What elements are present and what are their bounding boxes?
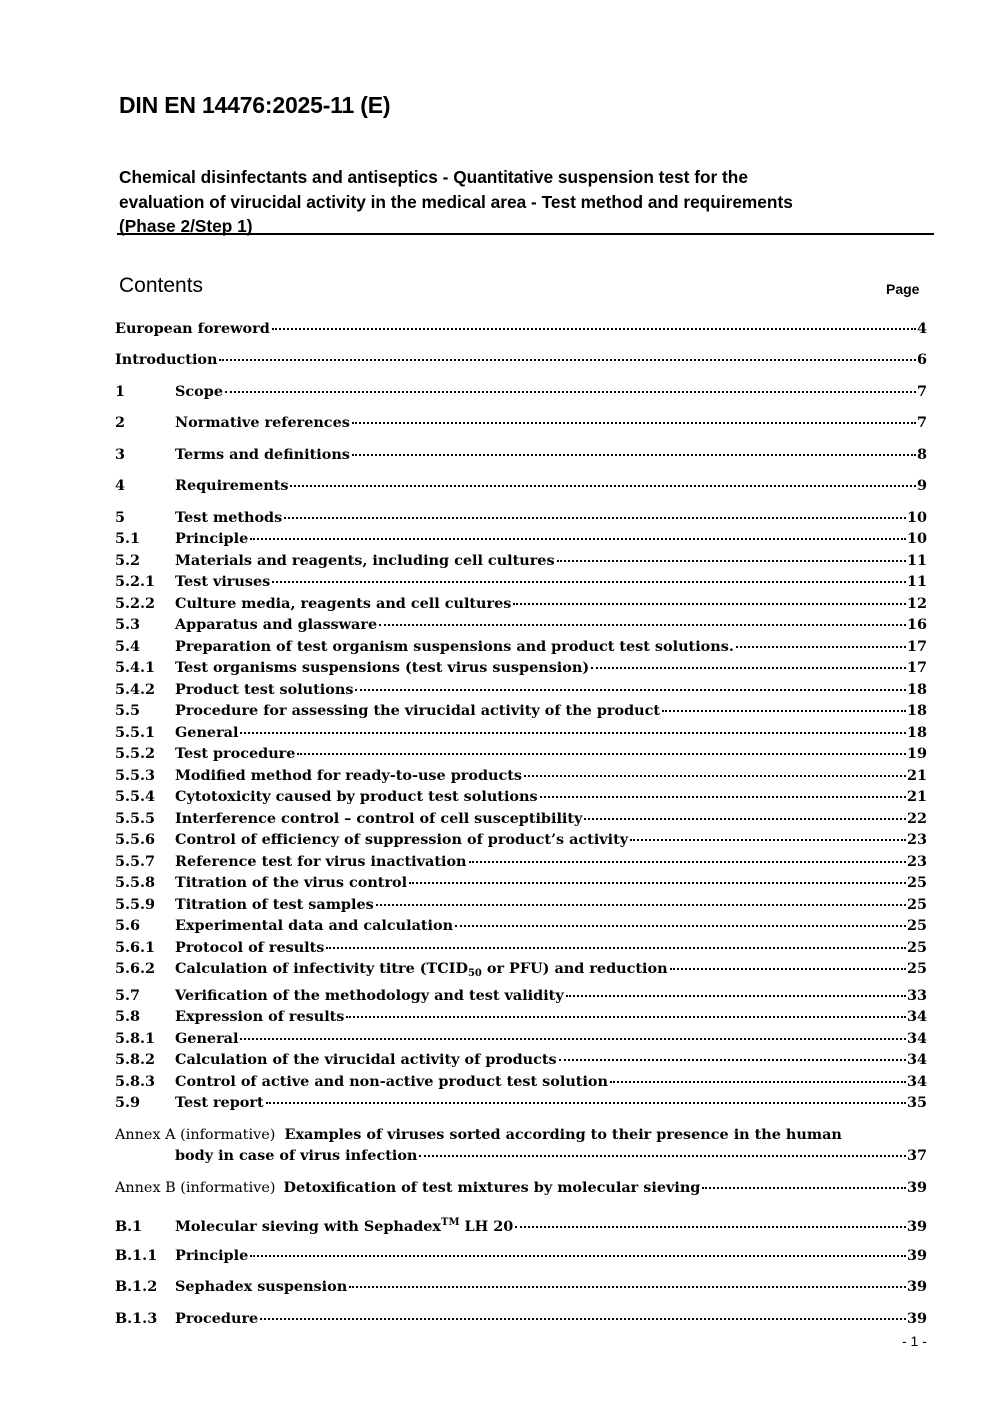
dot-leader — [352, 422, 916, 424]
toc-title: Scope — [175, 383, 223, 400]
toc-title: Principle — [175, 1247, 249, 1264]
toc-number: 5.8.3 — [115, 1073, 156, 1090]
toc-number: 5 — [115, 509, 126, 526]
toc-entry[interactable] — [115, 444, 927, 465]
toc-entry[interactable] — [115, 985, 927, 1006]
title-divider — [117, 233, 934, 235]
toc-entry[interactable] — [115, 765, 927, 786]
toc-page: 34 — [906, 1051, 927, 1068]
toc-page: 12 — [906, 595, 927, 612]
toc-title: Test procedure — [175, 745, 296, 762]
toc-title: Detoxification of test mixtures by molecular sieving — [283, 1179, 701, 1196]
toc-title: Requirements — [175, 477, 289, 494]
toc-entry[interactable] — [115, 550, 927, 571]
toc-title: Titration of the virus control — [175, 874, 408, 891]
toc-number: 5.8.1 — [115, 1030, 156, 1047]
toc-number: 5.5.5 — [115, 810, 156, 827]
toc-page: 10 — [906, 509, 927, 526]
toc-page: 7 — [916, 414, 927, 431]
toc-page: 25 — [906, 939, 927, 956]
toc-entry[interactable] — [115, 1212, 927, 1233]
toc-entry[interactable] — [115, 958, 927, 979]
toc-page: 18 — [906, 724, 927, 741]
dot-leader — [515, 1226, 906, 1228]
toc-entry[interactable] — [115, 700, 927, 721]
toc-title: General — [175, 1030, 239, 1047]
dot-leader — [250, 1255, 906, 1257]
toc-entry[interactable] — [115, 475, 927, 496]
toc-entry[interactable] — [115, 679, 927, 700]
toc-title-part: LH 20 — [459, 1218, 514, 1235]
toc-page: 8 — [916, 446, 927, 463]
toc-title: body in case of virus infection — [175, 1147, 418, 1164]
toc-annex-b[interactable] — [115, 1177, 927, 1198]
page-column-label: Page — [886, 281, 920, 297]
toc-entry[interactable] — [115, 829, 927, 850]
toc-page: 21 — [906, 767, 927, 784]
toc-page: 34 — [906, 1030, 927, 1047]
toc-number: 5.2.1 — [115, 573, 156, 590]
subtitle-line: Chemical disinfectants and antiseptics - Quantitative suspension test for the — [119, 167, 748, 187]
toc-entry[interactable] — [115, 915, 927, 936]
toc-entry[interactable] — [115, 507, 927, 528]
toc-page: 11 — [906, 573, 927, 590]
toc-page: 39 — [906, 1310, 927, 1327]
dot-leader — [455, 925, 906, 927]
dot-leader — [225, 391, 916, 393]
toc-number: 5.4 — [115, 638, 141, 655]
toc-number: 5.6.1 — [115, 939, 156, 956]
toc-page: 6 — [916, 351, 927, 368]
toc-title: Calculation of the virucidal activity of products — [175, 1051, 557, 1068]
toc-entry[interactable] — [115, 1245, 927, 1266]
dot-leader — [376, 904, 906, 906]
toc-number: 5.5.8 — [115, 874, 156, 891]
toc-entry[interactable] — [115, 1308, 927, 1329]
toc-title: Control of efficiency of suppression of product’s activity — [175, 831, 629, 848]
toc-page: 25 — [906, 874, 927, 891]
toc-title: Procedure — [175, 1310, 259, 1327]
toc-entry-introduction[interactable] — [115, 349, 927, 370]
toc-number: 5.7 — [115, 987, 141, 1004]
dot-leader — [297, 753, 906, 755]
toc-title: Modified method for ready-to-use products — [175, 767, 522, 784]
dot-leader — [349, 1286, 906, 1288]
toc-title: Titration of test samples — [175, 896, 374, 913]
toc-number: B.1.1 — [115, 1247, 158, 1264]
dot-leader — [513, 603, 906, 605]
toc-title: Cytotoxicity caused by product test solutions — [175, 788, 538, 805]
toc-title-part: Calculation of infectivity titre (TCID — [175, 960, 468, 977]
toc-entry[interactable] — [115, 894, 927, 915]
toc-title: Culture media, reagents and cell cultures — [175, 595, 512, 612]
toc-number: 5.5.1 — [115, 724, 156, 741]
toc-title: Sephadex suspension — [175, 1278, 348, 1295]
dot-leader — [290, 485, 916, 487]
toc-page: 21 — [906, 788, 927, 805]
toc-number: 5.2.2 — [115, 595, 156, 612]
annex-title: Examples of viruses sorted according to their presence in the human — [284, 1126, 842, 1143]
toc-title: General — [175, 724, 239, 741]
toc-title: Introduction — [115, 351, 218, 368]
dot-leader — [662, 710, 906, 712]
dot-leader — [379, 624, 906, 626]
dot-leader — [702, 1187, 906, 1189]
toc-title: Normative references — [175, 414, 350, 431]
toc-number: 5.5 — [115, 702, 141, 719]
toc-entry[interactable] — [115, 808, 927, 829]
toc-entry[interactable] — [115, 937, 927, 958]
toc-number: 5.6.2 — [115, 960, 156, 977]
toc-title-part: Molecular sieving with Sephadex — [175, 1218, 442, 1235]
toc-page: 25 — [906, 960, 927, 977]
toc-number: 5.5.6 — [115, 831, 156, 848]
toc-number: B.1.2 — [115, 1278, 158, 1295]
dot-leader — [284, 517, 906, 519]
dot-leader — [346, 1016, 906, 1018]
toc-title: Reference test for virus inactivation — [175, 853, 467, 870]
toc-entry[interactable] — [115, 722, 927, 743]
toc-number: B.1.3 — [115, 1310, 158, 1327]
toc-title: Test report — [175, 1094, 264, 1111]
dot-leader — [272, 581, 906, 583]
toc-page: 4 — [916, 320, 927, 337]
toc-entry[interactable] — [115, 593, 927, 614]
toc-title: Materials and reagents, including cell cultures — [175, 552, 555, 569]
toc-page: 18 — [906, 681, 927, 698]
toc-title: Control of active and non-active product test solution — [175, 1073, 608, 1090]
toc-number: 5.3 — [115, 616, 141, 633]
dot-leader — [566, 995, 906, 997]
dot-leader — [352, 454, 916, 456]
annex-label: Annex B (informative) — [115, 1180, 276, 1196]
toc-number: 5.5.4 — [115, 788, 156, 805]
toc-title: Test methods — [175, 509, 283, 526]
contents-heading: Contents — [119, 274, 204, 297]
toc-entry[interactable] — [115, 851, 927, 872]
toc-page: 25 — [906, 917, 927, 934]
dot-leader — [260, 1318, 906, 1320]
dot-leader — [584, 818, 906, 820]
toc-page: 39 — [906, 1179, 927, 1196]
dot-leader — [559, 1059, 906, 1061]
toc-entry[interactable] — [115, 1071, 927, 1092]
toc-title: Experimental data and calculation — [175, 917, 454, 934]
toc-number: 5.8.2 — [115, 1051, 156, 1068]
document-title: DIN EN 14476:2025-11 (E) — [119, 92, 391, 118]
toc-entry[interactable] — [115, 786, 927, 807]
toc-title: Principle — [175, 530, 249, 547]
toc-page: 17 — [906, 638, 927, 655]
dot-leader — [557, 560, 906, 562]
toc-page: 10 — [906, 530, 927, 547]
document-subtitle — [119, 165, 919, 239]
toc-number: 3 — [115, 446, 126, 463]
toc-title: Expression of results — [175, 1008, 345, 1025]
toc-entry[interactable] — [115, 743, 927, 764]
toc-entry[interactable] — [115, 872, 927, 893]
toc-page: 9 — [916, 477, 927, 494]
toc-entry[interactable] — [115, 1049, 927, 1070]
toc-page: 7 — [916, 383, 927, 400]
dot-leader — [610, 1081, 906, 1083]
trademark-superscript: TM — [441, 1217, 460, 1228]
toc-number: 5.5.9 — [115, 896, 156, 913]
toc-page: 22 — [906, 810, 927, 827]
toc-entry[interactable] — [115, 412, 927, 433]
toc-entry[interactable] — [115, 381, 927, 402]
dot-leader — [409, 882, 906, 884]
toc-entry[interactable] — [115, 528, 927, 549]
toc-number: 4 — [115, 477, 126, 494]
dot-leader — [250, 538, 906, 540]
toc-number: 5.2 — [115, 552, 141, 569]
toc-page: 39 — [906, 1278, 927, 1295]
toc-entry[interactable] — [115, 1276, 927, 1297]
toc-page: 11 — [906, 552, 927, 569]
toc-title: Verification of the methodology and test validity — [175, 987, 564, 1004]
toc-number: 5.4.2 — [115, 681, 156, 698]
toc-number: 5.9 — [115, 1094, 141, 1111]
dot-leader — [540, 796, 906, 798]
toc-page: 23 — [906, 853, 927, 870]
toc-page: 17 — [906, 659, 927, 676]
toc-page: 39 — [906, 1247, 927, 1264]
toc-title: Preparation of test organism suspensions and product test solutions. — [175, 638, 734, 655]
toc-page: 19 — [906, 745, 927, 762]
toc-title — [175, 958, 668, 984]
toc-title: European foreword — [115, 320, 270, 337]
toc-entry[interactable] — [115, 636, 927, 657]
dot-leader — [630, 839, 906, 841]
toc-title — [175, 1212, 513, 1237]
page-number: - 1 - — [902, 1333, 927, 1349]
toc-number: 5.4.1 — [115, 659, 156, 676]
toc-number: 5.5.7 — [115, 853, 156, 870]
toc-title: Terms and definitions — [175, 446, 350, 463]
subtitle-line: (Phase 2/Step 1) — [119, 216, 253, 236]
toc-title: Interference control – control of cell susceptibility — [175, 810, 583, 827]
toc-page: 25 — [906, 896, 927, 913]
dot-leader — [326, 947, 906, 949]
subtitle-line: evaluation of virucidal activity in the medical area - Test method and requirements — [119, 191, 793, 212]
toc-number: 2 — [115, 414, 126, 431]
toc-title: Protocol of results — [175, 939, 325, 956]
dot-leader — [240, 732, 906, 734]
toc-page: 34 — [906, 1073, 927, 1090]
toc-page: 39 — [906, 1218, 927, 1235]
toc-entry[interactable] — [115, 1028, 927, 1049]
dot-leader — [524, 775, 906, 777]
toc-title: Test organisms suspensions (test virus suspension) — [175, 659, 590, 676]
dot-leader — [469, 861, 906, 863]
toc-number: 5.5.2 — [115, 745, 156, 762]
toc-page: 35 — [906, 1094, 927, 1111]
dot-leader — [591, 667, 906, 669]
toc-title-part: or PFU) and reduction — [481, 960, 668, 977]
toc-page: 34 — [906, 1008, 927, 1025]
toc-number: 5.1 — [115, 530, 141, 547]
toc-page: 16 — [906, 616, 927, 633]
toc-number: 5.5.3 — [115, 767, 156, 784]
toc-title: Product test solutions — [175, 681, 354, 698]
toc-entry[interactable] — [115, 1092, 927, 1113]
toc-number: 1 — [115, 383, 126, 400]
toc-entry[interactable] — [115, 571, 927, 592]
annex-label: Annex A (informative) — [115, 1127, 276, 1143]
toc-annex-a[interactable] — [175, 1145, 927, 1166]
toc-entry[interactable] — [115, 1006, 927, 1027]
toc-page: 23 — [906, 831, 927, 848]
toc-number: 5.8 — [115, 1008, 141, 1025]
dot-leader — [240, 1038, 906, 1040]
dot-leader — [419, 1155, 906, 1157]
dot-leader — [355, 689, 906, 691]
toc-title: Procedure for assessing the virucidal activity of the product — [175, 702, 661, 719]
dot-leader — [736, 646, 906, 648]
toc-page: 18 — [906, 702, 927, 719]
toc-title: Apparatus and glassware — [175, 616, 378, 633]
toc-entry-european-foreword[interactable] — [115, 318, 927, 339]
toc-page: 37 — [906, 1147, 927, 1164]
toc-page: 33 — [906, 987, 927, 1004]
toc-number: B.1 — [115, 1218, 143, 1235]
toc-entry[interactable] — [115, 657, 927, 678]
dot-leader — [219, 359, 916, 361]
dot-leader — [266, 1102, 906, 1104]
toc-title-subscript: 50 — [467, 968, 482, 979]
toc-title: Test viruses — [175, 573, 271, 590]
toc-annex-a-heading[interactable] — [115, 1124, 842, 1146]
toc-entry[interactable] — [115, 614, 927, 635]
dot-leader — [272, 328, 916, 330]
toc-number: 5.6 — [115, 917, 141, 934]
dot-leader — [670, 968, 906, 970]
